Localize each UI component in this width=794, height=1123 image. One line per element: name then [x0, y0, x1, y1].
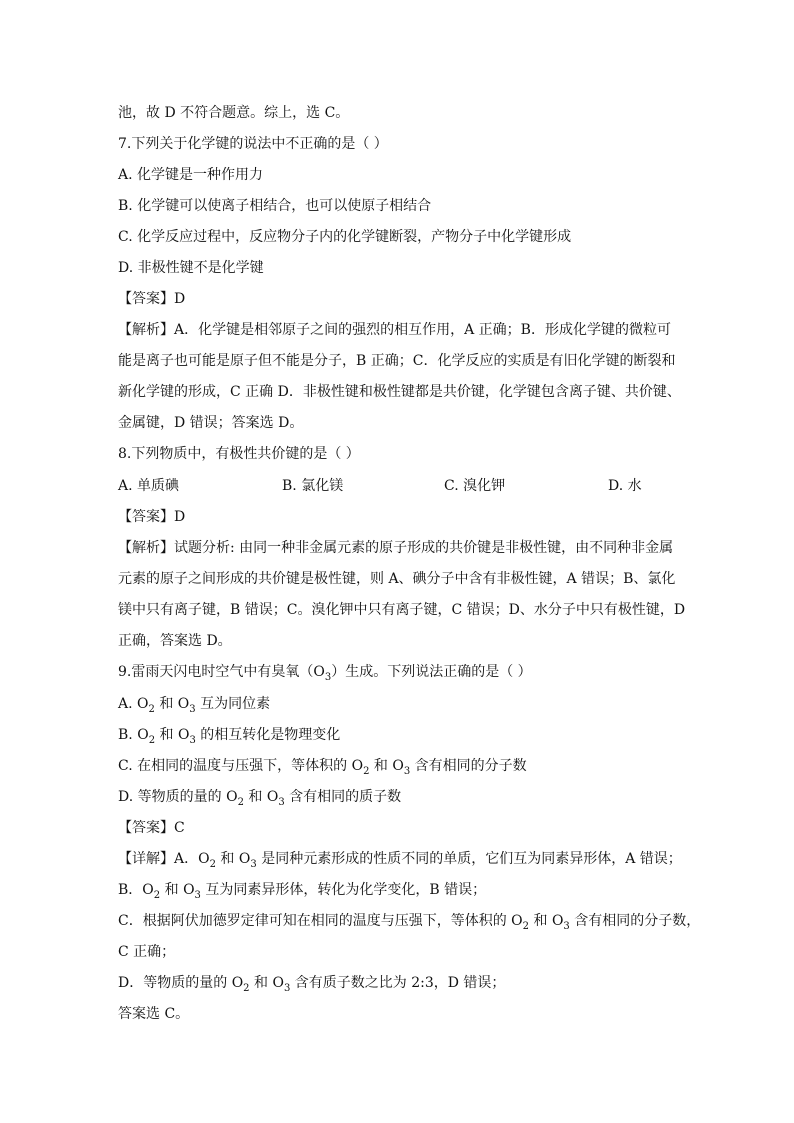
q7-analysis-line: 【解析】A．化学键是相邻原子之间的强烈的相互作用，A 正确；B．形成化学键的微粒可	[118, 322, 671, 338]
q7-analysis-line: 新化学键的形成，C 正确 D．非极性键和极性键都是共价键，化学键包含离子键、共价键、	[118, 384, 681, 400]
q9-detail-line: 【详解】A．$O_2$ 和 $O_3$ 是同种元素形成的性质不同的单质，它们互为同素异形体，A 错误；	[118, 851, 682, 870]
q8-option-b: B. 氯化镁	[282, 478, 344, 494]
q7-option-d: D. 非极性键不是化学键	[118, 260, 264, 276]
q8-analysis-line: 元素的原子之间形成的共价键是极性键，则 A、碘分子中含有非极性键，A 错误；B、氯化	[118, 571, 676, 587]
q7-answer: 【答案】D	[118, 291, 186, 307]
q7-analysis-line: 能是离子也可能是原子但不能是分子，B 正确；C．化学反应的实质是有旧化学键的断裂和	[118, 353, 676, 369]
q7-stem: 7.下列关于化学键的说法中不正确的是（ ）	[118, 136, 388, 152]
q7-analysis-line: 金属键，D 错误；答案选 D。	[118, 415, 304, 431]
q7-option-b: B. 化学键可以使离子相结合，也可以使原子相结合	[118, 198, 432, 214]
q9-option-b: B. $O_2$ 和 $O_3$ 的相互转化是物理变化	[118, 727, 341, 746]
q8-analysis-line: 镁中只有离子键，B 错误；C。溴化钾中只有离子键，C 错误；D、水分子中只有极性键，D	[118, 602, 686, 618]
q9-stem: 9.雷雨天闪电时空气中有臭氧$(O_3)$生成。下列说法正确的是（ ）	[118, 664, 532, 683]
q8-option-d: D. 水	[608, 478, 642, 494]
q8-stem: 8.下列物质中，有极性共价键的是（ ）	[118, 446, 360, 462]
q8-option-a: A. 单质碘	[118, 478, 180, 494]
q8-answer: 【答案】D	[118, 509, 186, 525]
q8-analysis-line: 正确，答案选 D。	[118, 633, 232, 649]
q9-option-c: C. 在相同的温度与压强下，等体积的 $O_2$ 和 $O_3$ 含有相同的分子数	[118, 758, 527, 777]
q9-option-a: A. $O_2$ 和 $O_3$ 互为同位素	[118, 696, 271, 715]
q9-final-answer: 答案选 C。	[118, 1006, 190, 1022]
q9-option-d: D. 等物质的量的 $O_2$ 和 $O_3$ 含有相同的质子数	[118, 789, 402, 808]
q9-detail-line: C 正确；	[118, 944, 176, 960]
q9-answer: 【答案】C	[118, 820, 185, 836]
q8-option-c: C. 溴化钾	[444, 478, 506, 494]
q6-tail-text: 池，故 D 不符合题意。综上，选 C。	[118, 105, 350, 121]
q9-detail-line: C．根据阿伏加德罗定律可知在相同的温度与压强下，等体积的 $O_2$ 和 $O_3$ 含有相同的分子数，	[118, 913, 701, 932]
q7-option-c: C. 化学反应过程中，反应物分子内的化学键断裂，产物分子中化学键形成	[118, 229, 572, 245]
q7-option-a: A. 化学键是一种作用力	[118, 167, 264, 183]
q9-detail-line: B．$O_2$ 和 $O_3$ 互为同素异形体，转化为化学变化，B 错误；	[118, 882, 487, 901]
q8-analysis-line: 【解析】试题分析: 由同一种非金属元素的原子形成的共价键是非极性键，由不同种非金属	[118, 540, 674, 556]
q9-detail-line: D．等物质的量的 $O_2$ 和 $O_3$ 含有质子数之比为 2:3，D 错误；	[118, 975, 506, 994]
